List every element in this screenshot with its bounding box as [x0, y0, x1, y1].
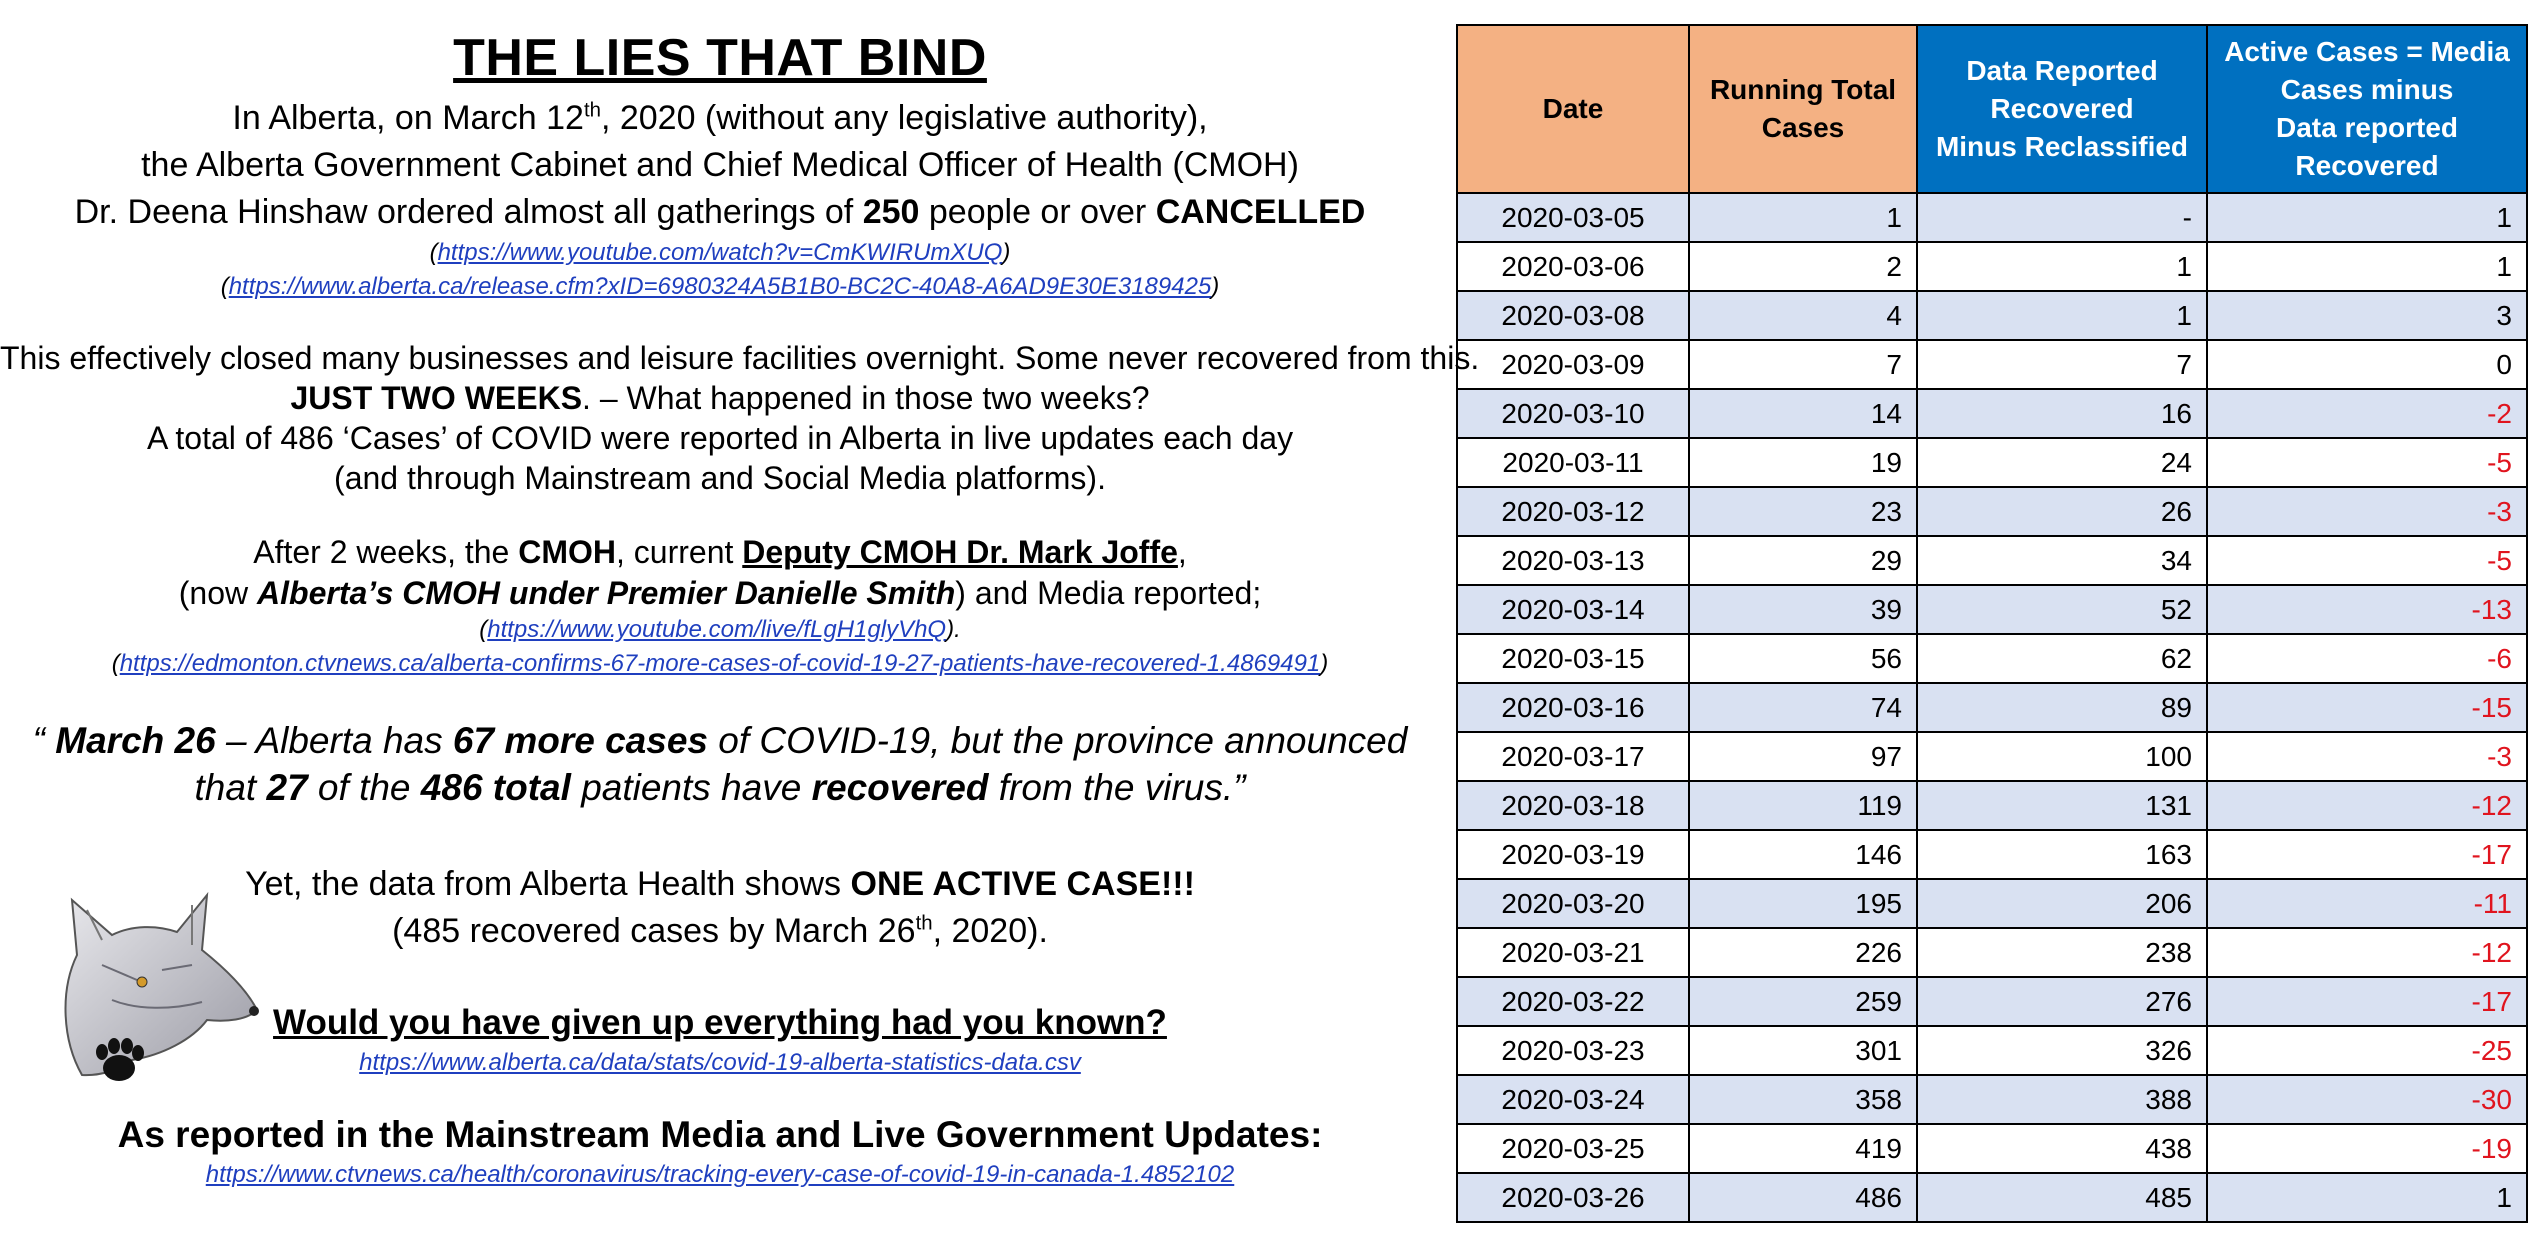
deputy-cmoh-name: Deputy CMOH Dr. Mark Joffe [742, 534, 1178, 570]
table-row [1457, 193, 2527, 242]
cell-active: -13 [2207, 585, 2527, 634]
cell-running-total: 486 [1689, 1173, 1917, 1222]
cell-running-total: 7 [1689, 340, 1917, 389]
cell-running-total: 146 [1689, 830, 1917, 879]
cell-active: -3 [2207, 487, 2527, 536]
header-text: Cases [1761, 112, 1845, 143]
cell-active: -12 [2207, 781, 2527, 830]
cell-active: -30 [2207, 1075, 2527, 1124]
cell-recovered: - [1917, 193, 2207, 242]
wolf-head-icon [42, 870, 272, 1100]
header-text: Date [1542, 93, 1604, 124]
para2-line-3: A total of 486 ‘Cases’ of COVID were reported in Alberta in live updates each day [146, 420, 1294, 456]
cell-running-total: 2 [1689, 242, 1917, 291]
quote-text: that [194, 767, 267, 808]
cell-active: -11 [2207, 879, 2527, 928]
source-link-youtube-live[interactable]: https://www.youtube.com/live/fLgH1glyVhQ [487, 616, 947, 643]
cell-date: 2020-03-17 [1457, 732, 1689, 781]
quote-recovered: recovered [811, 767, 989, 808]
cell-date: 2020-03-23 [1457, 1026, 1689, 1075]
col-header-recovered [1917, 25, 2207, 193]
table-row [1457, 1075, 2527, 1124]
table-row [1457, 585, 2527, 634]
cell-active: -5 [2207, 438, 2527, 487]
cell-recovered: 326 [1917, 1026, 2207, 1075]
cell-running-total: 259 [1689, 977, 1917, 1026]
quote-line-1 [0, 718, 1440, 764]
para3-line-2 [0, 573, 1440, 613]
cell-active: -25 [2207, 1026, 2527, 1075]
cell-recovered: 100 [1917, 732, 2207, 781]
ordinal-sup: th [583, 99, 601, 122]
cell-running-total: 74 [1689, 683, 1917, 732]
cell-date: 2020-03-12 [1457, 487, 1689, 536]
quote-text: of COVID-19, but the province announced [708, 720, 1408, 761]
table-header-row [1457, 25, 2527, 193]
table-row [1457, 781, 2527, 830]
ordinal-sup: th [915, 912, 933, 935]
intro-text: Dr. Deena Hinshaw ordered almost all gatherings of [74, 193, 863, 231]
table-row [1457, 487, 2527, 536]
cell-running-total: 358 [1689, 1075, 1917, 1124]
cell-running-total: 1 [1689, 193, 1917, 242]
cmoh-emphasis: CMOH [518, 534, 616, 570]
cell-active: 1 [2207, 242, 2527, 291]
table-row [1457, 683, 2527, 732]
table-row [1457, 340, 2527, 389]
quote-text: of the [307, 767, 421, 808]
para2-line-4: (and through Mainstream and Social Media platforms). [334, 460, 1106, 496]
cell-active: -17 [2207, 977, 2527, 1026]
table-row [1457, 291, 2527, 340]
source-link-1-line: (https://www.youtube.com/watch?v=CmKWIRUmXUQ) [429, 239, 1011, 266]
table-row [1457, 1026, 2527, 1075]
table-row [1457, 536, 2527, 585]
quote-text: – Alberta has [215, 720, 453, 761]
table-row [1457, 1124, 2527, 1173]
cell-running-total: 97 [1689, 732, 1917, 781]
gathering-limit: 250 [862, 193, 920, 231]
cell-date: 2020-03-22 [1457, 977, 1689, 1026]
para4-text: , 2020). [932, 912, 1048, 950]
intro-text: In Alberta, on March 12 [232, 99, 584, 137]
cell-running-total: 226 [1689, 928, 1917, 977]
cell-running-total: 301 [1689, 1026, 1917, 1075]
table-row [1457, 242, 2527, 291]
cell-date: 2020-03-06 [1457, 242, 1689, 291]
cell-active: 1 [2207, 1173, 2527, 1222]
header-text: Active Cases = Media [2224, 36, 2510, 67]
cmoh-title-emphasis: Alberta’s CMOH under Premier Danielle Smith [257, 575, 956, 611]
cell-date: 2020-03-18 [1457, 781, 1689, 830]
para3-text: After 2 weeks, the [253, 534, 519, 570]
col-header-date [1457, 25, 1689, 193]
quote-text: from the virus.” [988, 767, 1246, 808]
cell-recovered: 52 [1917, 585, 2207, 634]
cell-date: 2020-03-16 [1457, 683, 1689, 732]
para3-line-1 [0, 532, 1440, 572]
cell-running-total: 56 [1689, 634, 1917, 683]
intro-line-3 [0, 192, 1440, 232]
cell-date: 2020-03-08 [1457, 291, 1689, 340]
quote-total: 486 total [420, 767, 571, 808]
cell-recovered: 1 [1917, 291, 2207, 340]
cell-recovered: 89 [1917, 683, 2207, 732]
cell-recovered: 7 [1917, 340, 2207, 389]
source-link-3-line: (https://www.youtube.com/live/fLgH1glyVhQ). [479, 616, 961, 643]
table-row [1457, 928, 2527, 977]
cell-date: 2020-03-10 [1457, 389, 1689, 438]
cell-recovered: 26 [1917, 487, 2207, 536]
cell-active: -15 [2207, 683, 2527, 732]
cell-recovered: 62 [1917, 634, 2207, 683]
two-weeks-emphasis: JUST TWO WEEKS [290, 380, 583, 416]
cell-active: -5 [2207, 536, 2527, 585]
cell-recovered: 34 [1917, 536, 2207, 585]
table-row [1457, 634, 2527, 683]
cell-active: 3 [2207, 291, 2527, 340]
quote-text: patients have [570, 767, 812, 808]
intro-text: , 2020 (without any legislative authority), [600, 99, 1208, 137]
cell-recovered: 131 [1917, 781, 2207, 830]
cell-recovered: 238 [1917, 928, 2207, 977]
cell-running-total: 14 [1689, 389, 1917, 438]
page-title: THE LIES THAT BIND [453, 29, 987, 87]
col-header-running-total [1689, 25, 1917, 193]
quote-more-cases: 67 more cases [452, 720, 708, 761]
intro-line-1 [0, 98, 1440, 138]
cell-date: 2020-03-05 [1457, 193, 1689, 242]
cell-active: -17 [2207, 830, 2527, 879]
cell-running-total: 119 [1689, 781, 1917, 830]
para3-text: , current [616, 534, 743, 570]
cell-recovered: 388 [1917, 1075, 2207, 1124]
table-row [1457, 732, 2527, 781]
intro-text: people or over [919, 193, 1156, 231]
source-link-youtube-1[interactable]: https://www.youtube.com/watch?v=CmKWIRUmXUQ [437, 239, 1003, 266]
table-row [1457, 977, 2527, 1026]
header-text: Data reported [2275, 112, 2459, 143]
cell-date: 2020-03-26 [1457, 1173, 1689, 1222]
intro-line-2: the Alberta Government Cabinet and Chief Medical Officer of Health (CMOH) [141, 146, 1299, 184]
cell-active: 0 [2207, 340, 2527, 389]
cell-recovered: 438 [1917, 1124, 2207, 1173]
cell-date: 2020-03-24 [1457, 1075, 1689, 1124]
cell-date: 2020-03-19 [1457, 830, 1689, 879]
header-text: Data Reported [1966, 55, 2158, 86]
table-row [1457, 389, 2527, 438]
para4-text: (485 recovered cases by March 26 [392, 912, 916, 950]
para2-line-1: This effectively closed many businesses and leisure facilities overnight. Some never recovered from this. [0, 340, 1480, 376]
col-header-active [2207, 25, 2527, 193]
cell-active: -19 [2207, 1124, 2527, 1173]
source-link-alberta-csv[interactable]: https://www.alberta.ca/data/stats/covid-19-alberta-statistics-data.csv [359, 1049, 1081, 1076]
table-row [1457, 1173, 2527, 1222]
para3-text: (now [178, 575, 258, 611]
footer-heading: As reported in the Mainstream Media and Live Government Updates: [117, 1114, 1323, 1155]
cell-recovered: 16 [1917, 389, 2207, 438]
quote-text: “ [32, 720, 56, 761]
cancelled-emphasis: CANCELLED [1155, 193, 1366, 231]
cell-date: 2020-03-25 [1457, 1124, 1689, 1173]
cell-running-total: 23 [1689, 487, 1917, 536]
para2-line-2 [0, 378, 1440, 418]
cell-date: 2020-03-11 [1457, 438, 1689, 487]
quote-line-2 [0, 765, 1440, 811]
table-row [1457, 879, 2527, 928]
covid-cases-table [1456, 24, 2528, 1223]
cell-recovered: 276 [1917, 977, 2207, 1026]
header-text: Recovered [2295, 150, 2439, 181]
cell-active: -12 [2207, 928, 2527, 977]
quote-recovered-count: 27 [266, 767, 308, 808]
cell-active: -3 [2207, 732, 2527, 781]
cell-running-total: 4 [1689, 291, 1917, 340]
source-link-2-line: (https://www.alberta.ca/release.cfm?xID=6980324A5B1B0-BC2C-40A8-A6AD9E30E3189425) [220, 273, 1220, 300]
cell-active: 1 [2207, 193, 2527, 242]
quote-date: March 26 [55, 720, 216, 761]
cell-running-total: 19 [1689, 438, 1917, 487]
cell-running-total: 195 [1689, 879, 1917, 928]
table-row [1457, 438, 2527, 487]
cell-recovered: 1 [1917, 242, 2207, 291]
cell-recovered: 163 [1917, 830, 2207, 879]
cell-recovered: 485 [1917, 1173, 2207, 1222]
cell-date: 2020-03-09 [1457, 340, 1689, 389]
header-text: Cases minus [2280, 74, 2454, 105]
question-heading: Would you have given up everything had you known? [273, 1003, 1167, 1042]
cell-date: 2020-03-15 [1457, 634, 1689, 683]
cell-active: -6 [2207, 634, 2527, 683]
source-link-alberta-release[interactable]: https://www.alberta.ca/release.cfm?xID=6980324A5B1B0-BC2C-40A8-A6AD9E30E3189425 [228, 273, 1212, 300]
table-row [1457, 830, 2527, 879]
cell-running-total: 39 [1689, 585, 1917, 634]
para3-text: , [1177, 534, 1187, 570]
cell-date: 2020-03-20 [1457, 879, 1689, 928]
cell-running-total: 419 [1689, 1124, 1917, 1173]
source-link-6-line [0, 1160, 1440, 1190]
source-link-ctv-edmonton[interactable]: https://edmonton.ctvnews.ca/alberta-confirms-67-more-cases-of-covid-19-27-patients-have-recovered-1.4869491 [119, 650, 1321, 677]
para4-text: Yet, the data from Alberta Health shows [245, 865, 851, 903]
source-link-4-line: (https://edmonton.ctvnews.ca/alberta-confirms-67-more-cases-of-covid-19-27-patients-have-recovered-1.4869491) [111, 650, 1329, 677]
header-text: Recovered [1990, 93, 2134, 124]
para3-text: ) and Media reported; [955, 575, 1262, 611]
cell-recovered: 206 [1917, 879, 2207, 928]
one-active-case-emphasis: ONE ACTIVE CASE!!! [850, 865, 1195, 903]
cell-date: 2020-03-13 [1457, 536, 1689, 585]
cell-recovered: 24 [1917, 438, 2207, 487]
cell-date: 2020-03-21 [1457, 928, 1689, 977]
table-body [1457, 193, 2527, 1222]
source-link-ctv-tracking[interactable]: https://www.ctvnews.ca/health/coronavirus/tracking-every-case-of-covid-19-in-canada-1.4852102 [205, 1161, 1235, 1188]
header-text: Minus Reclassified [1935, 131, 2189, 162]
para2-text: . – What happened in those two weeks? [582, 380, 1150, 416]
cell-date: 2020-03-14 [1457, 585, 1689, 634]
cell-active: -2 [2207, 389, 2527, 438]
cell-running-total: 29 [1689, 536, 1917, 585]
header-text: Running Total [1709, 74, 1897, 105]
